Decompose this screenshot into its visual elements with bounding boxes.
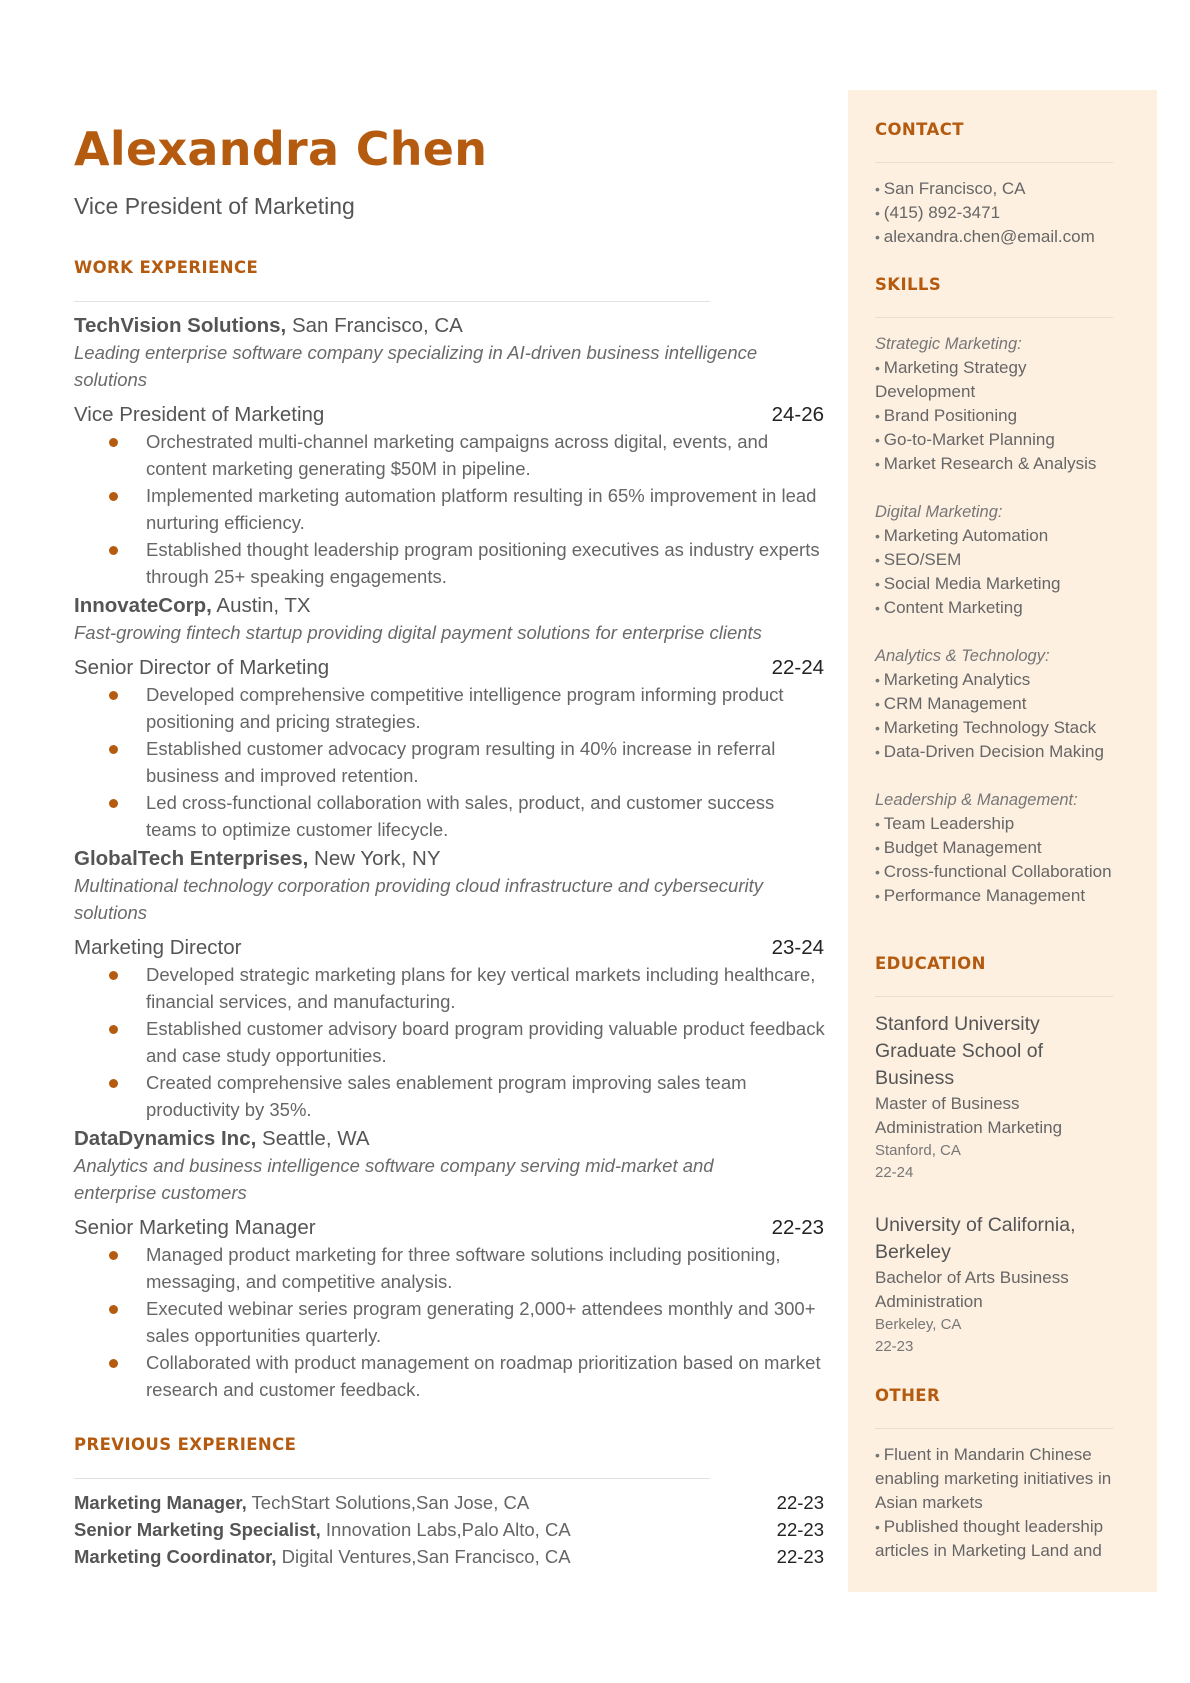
- skill-list: [875, 524, 1125, 620]
- job-header: [74, 654, 824, 681]
- skill-item: • Marketing Analytics: [875, 668, 1125, 692]
- company-name: GlobalTech Enterprises,: [74, 846, 309, 870]
- skill-item: • Cross-functional Collaboration: [875, 860, 1125, 884]
- education-degree: Master of Business Administration Marketing: [875, 1094, 1063, 1137]
- company-description: Analytics and business intelligence software company serving mid-market and enterprise customers: [74, 1154, 714, 1203]
- achievement-item: [146, 789, 826, 843]
- achievement-item: [146, 961, 826, 1015]
- company-line: [74, 1125, 824, 1152]
- skill-list: [875, 356, 1125, 476]
- other-item: • Fluent in Mandarin Chinese enabling marketing initiatives in Asian markets: [875, 1443, 1125, 1515]
- skill-category: Leadership & Management:: [875, 791, 1078, 809]
- skills-groups: [875, 332, 1125, 908]
- skill-item: • Marketing Automation: [875, 524, 1125, 548]
- previous-role-row: [74, 1543, 824, 1570]
- previous-role-title: Marketing Manager,: [74, 1491, 247, 1513]
- company-line: [74, 592, 824, 619]
- achievement-item: [146, 681, 826, 735]
- job-header: [74, 934, 824, 961]
- previous-role: [74, 1543, 571, 1570]
- section-divider: [875, 1428, 1113, 1429]
- achievement-text: Executed webinar series program generating 2,000+ attendees monthly and 300+ sales opportunities quarterly.: [146, 1297, 816, 1346]
- previous-role: [74, 1489, 529, 1516]
- skill-group: [875, 332, 1125, 476]
- bullet-icon: [109, 745, 118, 754]
- previous-role-title: Marketing Coordinator,: [74, 1545, 277, 1567]
- previous-experience-heading: PREVIOUS EXPERIENCE: [74, 1434, 297, 1454]
- previous-role-dates: 22-23: [776, 1491, 824, 1513]
- skill-category: Analytics & Technology:: [875, 647, 1050, 665]
- education-heading: EDUCATION: [875, 954, 986, 973]
- section-divider: [875, 317, 1113, 318]
- main-column: [74, 110, 824, 1570]
- achievement-item: [146, 735, 826, 789]
- section-divider: [875, 996, 1113, 997]
- other-heading: OTHER: [875, 1386, 941, 1405]
- achievement-text: Collaborated with product management on roadmap prioritization based on market research and customer feedback.: [146, 1351, 821, 1400]
- company-description: Fast-growing fintech startup providing digital payment solutions for enterprise clients: [74, 621, 762, 643]
- section-divider: [74, 1478, 710, 1479]
- contact-item: • alexandra.chen@email.com: [875, 225, 1125, 249]
- skill-category: Strategic Marketing:: [875, 335, 1022, 353]
- skill-group: [875, 644, 1125, 764]
- achievement-text: Developed strategic marketing plans for key vertical markets including healthcare, financial services, and manufacturing.: [146, 963, 816, 1012]
- skill-item: • CRM Management: [875, 692, 1125, 716]
- education-degree: Bachelor of Arts Business Administration: [875, 1268, 1069, 1311]
- job-title: Senior Director of Marketing: [74, 655, 330, 679]
- bullet-icon: [109, 492, 118, 501]
- education-location: Berkeley, CA: [875, 1316, 962, 1333]
- skills-heading: SKILLS: [875, 275, 942, 294]
- bullet-icon: [109, 1079, 118, 1088]
- company-location: New York, NY: [314, 846, 441, 870]
- job-header: [74, 1214, 824, 1241]
- skill-item: • Brand Positioning: [875, 404, 1125, 428]
- achievement-text: Led cross-functional collaboration with sales, product, and customer success teams to optimize customer lifecycle.: [146, 791, 775, 840]
- company-location: Austin, TX: [216, 593, 311, 617]
- contact-item: • (415) 892-3471: [875, 201, 1125, 225]
- education-dates: 22-24: [875, 1164, 914, 1181]
- previous-role-dates: 22-23: [776, 1518, 824, 1540]
- achievement-item: [146, 1295, 826, 1349]
- education-list: [875, 1011, 1125, 1358]
- achievement-text: Established customer advisory board program providing valuable product feedback and case study opportunities.: [146, 1017, 825, 1066]
- contact-list: [875, 177, 1125, 249]
- education-location: Stanford, CA: [875, 1142, 961, 1159]
- achievement-list: [74, 1241, 824, 1403]
- achievement-list: [74, 961, 824, 1123]
- bullet-icon: [109, 1359, 118, 1368]
- work-experience-list: [74, 312, 824, 1403]
- achievement-item: [146, 1349, 826, 1403]
- company-line: [74, 312, 824, 339]
- skill-group: [875, 788, 1125, 908]
- bullet-icon: [109, 546, 118, 555]
- previous-role-detail: Innovation Labs,Palo Alto, CA: [325, 1518, 571, 1540]
- achievement-item: [146, 536, 826, 590]
- achievement-item: [146, 1069, 826, 1123]
- skill-item: • Social Media Marketing: [875, 572, 1125, 596]
- skill-group: [875, 500, 1125, 620]
- achievement-item: [146, 1015, 826, 1069]
- achievement-list: [74, 428, 824, 590]
- skill-item: • Performance Management: [875, 884, 1125, 908]
- job-dates: 22-24: [771, 655, 824, 679]
- achievement-text: Established customer advocacy program resulting in 40% increase in referral business and improved retention.: [146, 737, 776, 786]
- bullet-icon: [109, 438, 118, 447]
- achievement-text: Orchestrated multi-channel marketing campaigns across digital, events, and content marketing generating $50M in pipeline.: [146, 430, 769, 479]
- education-school: University of California, Berkeley: [875, 1214, 1076, 1263]
- company-location: Seattle, WA: [262, 1126, 370, 1150]
- company-description: Leading enterprise software company specializing in AI-driven business intelligence solutions: [74, 341, 758, 390]
- previous-role-detail: Digital Ventures,San Francisco, CA: [281, 1545, 571, 1567]
- previous-role-dates: 22-23: [776, 1545, 824, 1567]
- job-title: Vice President of Marketing: [74, 402, 325, 426]
- other-item: • Published thought leadership articles in Marketing Land and: [875, 1515, 1125, 1563]
- skill-item: • Content Marketing: [875, 596, 1125, 620]
- work-experience-heading: WORK EXPERIENCE: [74, 257, 259, 277]
- education-entry: [875, 1011, 1125, 1184]
- section-divider: [875, 162, 1113, 163]
- skill-item: • Market Research & Analysis: [875, 452, 1125, 476]
- job-dates: 24-26: [771, 402, 824, 426]
- achievement-item: [146, 1241, 826, 1295]
- section-divider: [74, 301, 710, 302]
- bullet-icon: [109, 799, 118, 808]
- skill-list: [875, 812, 1125, 908]
- skill-item: • Marketing Strategy Development: [875, 356, 1125, 404]
- contact-heading: CONTACT: [875, 120, 964, 139]
- previous-role-row: [74, 1516, 824, 1543]
- achievement-text: Implemented marketing automation platform resulting in 65% improvement in lead nurturing efficiency.: [146, 484, 817, 533]
- job-title: Marketing Director: [74, 935, 242, 959]
- bullet-icon: [109, 971, 118, 980]
- skill-item: • Budget Management: [875, 836, 1125, 860]
- achievement-text: Managed product marketing for three software solutions including positioning, messaging, and competitive analysis.: [146, 1243, 781, 1292]
- candidate-name: Alexandra Chen: [74, 122, 488, 176]
- education-entry: [875, 1212, 1125, 1358]
- achievement-item: [146, 428, 826, 482]
- achievement-item: [146, 482, 826, 536]
- bullet-icon: [109, 1251, 118, 1260]
- company-line: [74, 845, 824, 872]
- skill-list: [875, 668, 1125, 764]
- achievement-text: Developed comprehensive competitive intelligence program informing product positioning and pricing strategies.: [146, 683, 784, 732]
- skill-item: • Team Leadership: [875, 812, 1125, 836]
- previous-role-detail: TechStart Solutions,San Jose, CA: [251, 1491, 530, 1513]
- company-name: TechVision Solutions,: [74, 313, 287, 337]
- job-dates: 23-24: [771, 935, 824, 959]
- company-name: DataDynamics Inc,: [74, 1126, 257, 1150]
- skill-category: Digital Marketing:: [875, 503, 1003, 521]
- other-list: [875, 1443, 1125, 1563]
- sidebar: [848, 90, 1157, 1592]
- achievement-list: [74, 681, 824, 843]
- previous-experience-list: [74, 1489, 824, 1570]
- company-location: San Francisco, CA: [291, 313, 463, 337]
- contact-item: • San Francisco, CA: [875, 177, 1125, 201]
- company-name: InnovateCorp,: [74, 593, 212, 617]
- job-dates: 22-23: [771, 1215, 824, 1239]
- skill-item: • Marketing Technology Stack: [875, 716, 1125, 740]
- company-description: Multinational technology corporation providing cloud infrastructure and cybersecurity solutions: [74, 874, 763, 923]
- bullet-icon: [109, 1025, 118, 1034]
- job-header: [74, 401, 824, 428]
- previous-role-title: Senior Marketing Specialist,: [74, 1518, 321, 1540]
- bullet-icon: [109, 691, 118, 700]
- achievement-text: Created comprehensive sales enablement program improving sales team productivity by 35%.: [146, 1071, 747, 1120]
- bullet-icon: [109, 1305, 118, 1314]
- previous-role-row: [74, 1489, 824, 1516]
- skill-item: • SEO/SEM: [875, 548, 1125, 572]
- education-dates: 22-23: [875, 1338, 914, 1355]
- education-school: Stanford University Graduate School of Business: [875, 1013, 1044, 1089]
- skill-item: • Go-to-Market Planning: [875, 428, 1125, 452]
- job-title: Senior Marketing Manager: [74, 1215, 316, 1239]
- achievement-text: Established thought leadership program positioning executives as industry experts through 25+ speaking engagements.: [146, 538, 820, 587]
- candidate-title: Vice President of Marketing: [74, 192, 355, 219]
- skill-item: • Data-Driven Decision Making: [875, 740, 1125, 764]
- previous-role: [74, 1516, 571, 1543]
